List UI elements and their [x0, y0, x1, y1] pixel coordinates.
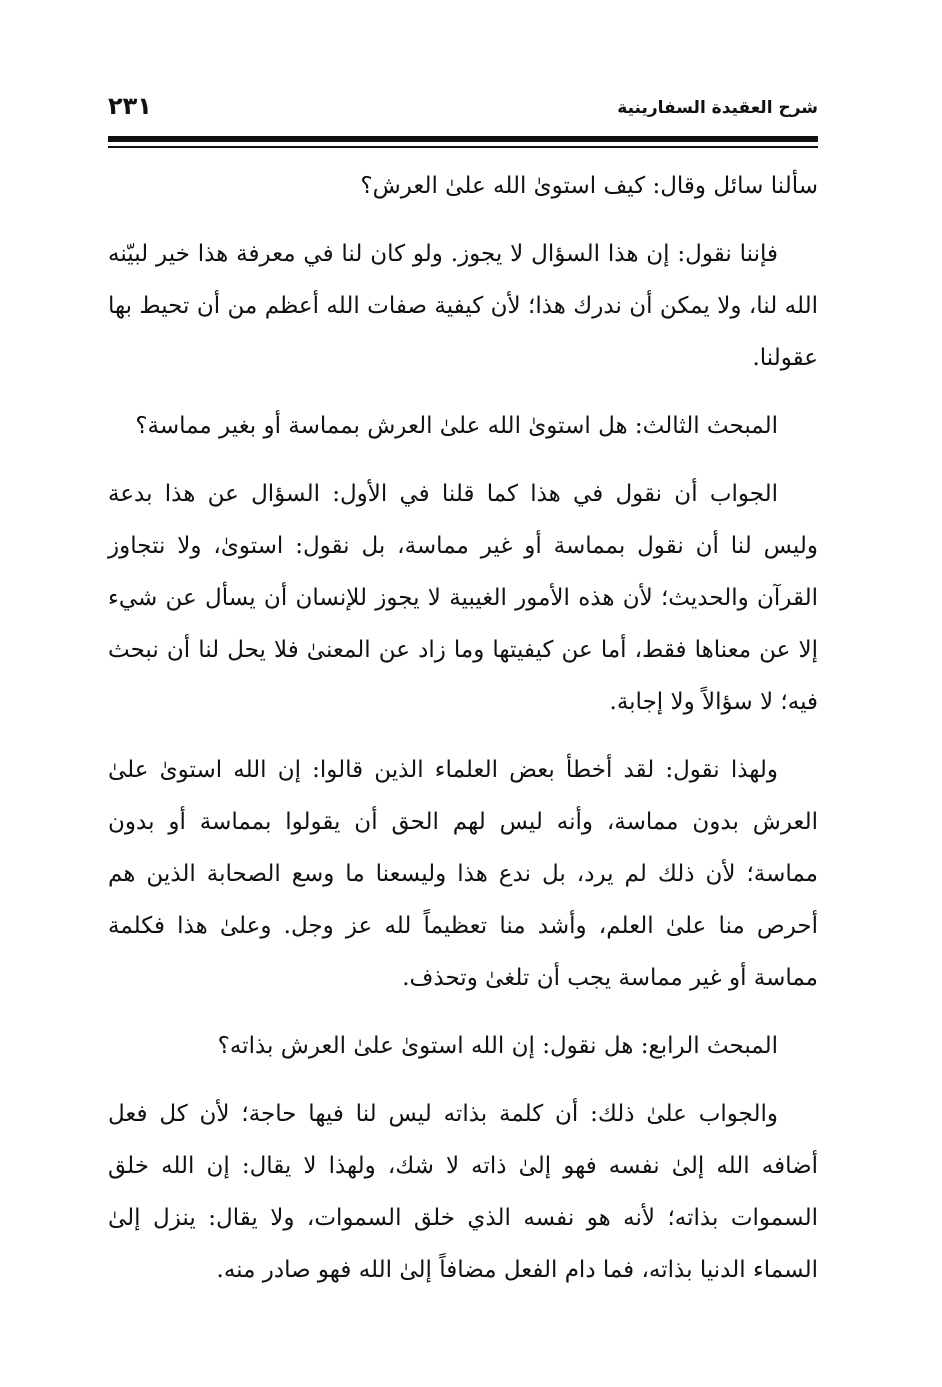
paragraph-scholars-error: ولهذا نقول: لقد أخطأ بعض العلماء الذين قالوا: إن الله استوىٰ علىٰ العرش بدون مماسة، وأنه ليس لهم الحق أن يقولوا بمماسة أو بدون مماسة؛ لأن ذلك لم يرد، بل ندع هذا وليسعنا ما وسع الصحابة الذين هم أحرص منا علىٰ العلم، وأشد منا تعظيماً لله عز وجل. وعلىٰ هذا فكلمة مماسة أو غير مماسة يجب أن تلغىٰ وتحذف.	[108, 757, 818, 991]
header-rule-thick	[108, 136, 818, 142]
header-rule-thin	[108, 146, 818, 148]
body-text	[108, 160, 818, 1312]
section-heading-third-topic: المبحث الثالث: هل استوىٰ الله علىٰ العرش بمماسة أو بغير مماسة؟	[135, 413, 778, 439]
book-title: شرح العقيدة السفارينية	[617, 98, 818, 118]
paragraph-question: سألنا سائل وقال: كيف استوىٰ الله علىٰ العرش؟	[360, 173, 818, 199]
paragraph-third-answer: الجواب أن نقول في هذا كما قلنا في الأول: السؤال عن هذا بدعة وليس لنا أن نقول بمماسة أو غير مماسة، بل نقول: استوىٰ، ولا نتجاوز القرآن والحديث؛ لأن هذه الأمور الغيبية لا يجوز للإنسان أن يسأل عن شيء إلا عن معناها فقط، أما عن كيفيتها وما زاد عن المعنىٰ فلا يحل لنا أن نبحث فيه؛ لا سؤالاً ولا إجابة.	[108, 481, 818, 715]
section-heading-fourth-topic: المبحث الرابع: هل نقول: إن الله استوىٰ علىٰ العرش بذاته؟	[217, 1033, 778, 1059]
running-header	[108, 92, 818, 126]
paragraph-fourth-answer: والجواب علىٰ ذلك: أن كلمة بذاته ليس لنا فيها حاجة؛ لأن كل فعل أضافه الله إلىٰ نفسه فهو إلىٰ ذاته لا شك، ولهذا لا يقال: إن الله خلق السموات بذاته؛ لأنه هو نفسه الذي خلق السموات، ولا يقال: ينزل إلىٰ السماء الدنيا بذاته، فما دام الفعل مضافاً إلىٰ الله فهو صادر منه.	[108, 1101, 818, 1283]
paragraph-answer: فإننا نقول: إن هذا السؤال لا يجوز. ولو كان لنا في معرفة هذا خير لبيّنه الله لنا، ولا يمكن أن ندرك هذا؛ لأن كيفية صفات الله أعظم من أن تحيط بها عقولنا.	[108, 241, 818, 371]
page-number: ٢٣١	[108, 92, 152, 120]
